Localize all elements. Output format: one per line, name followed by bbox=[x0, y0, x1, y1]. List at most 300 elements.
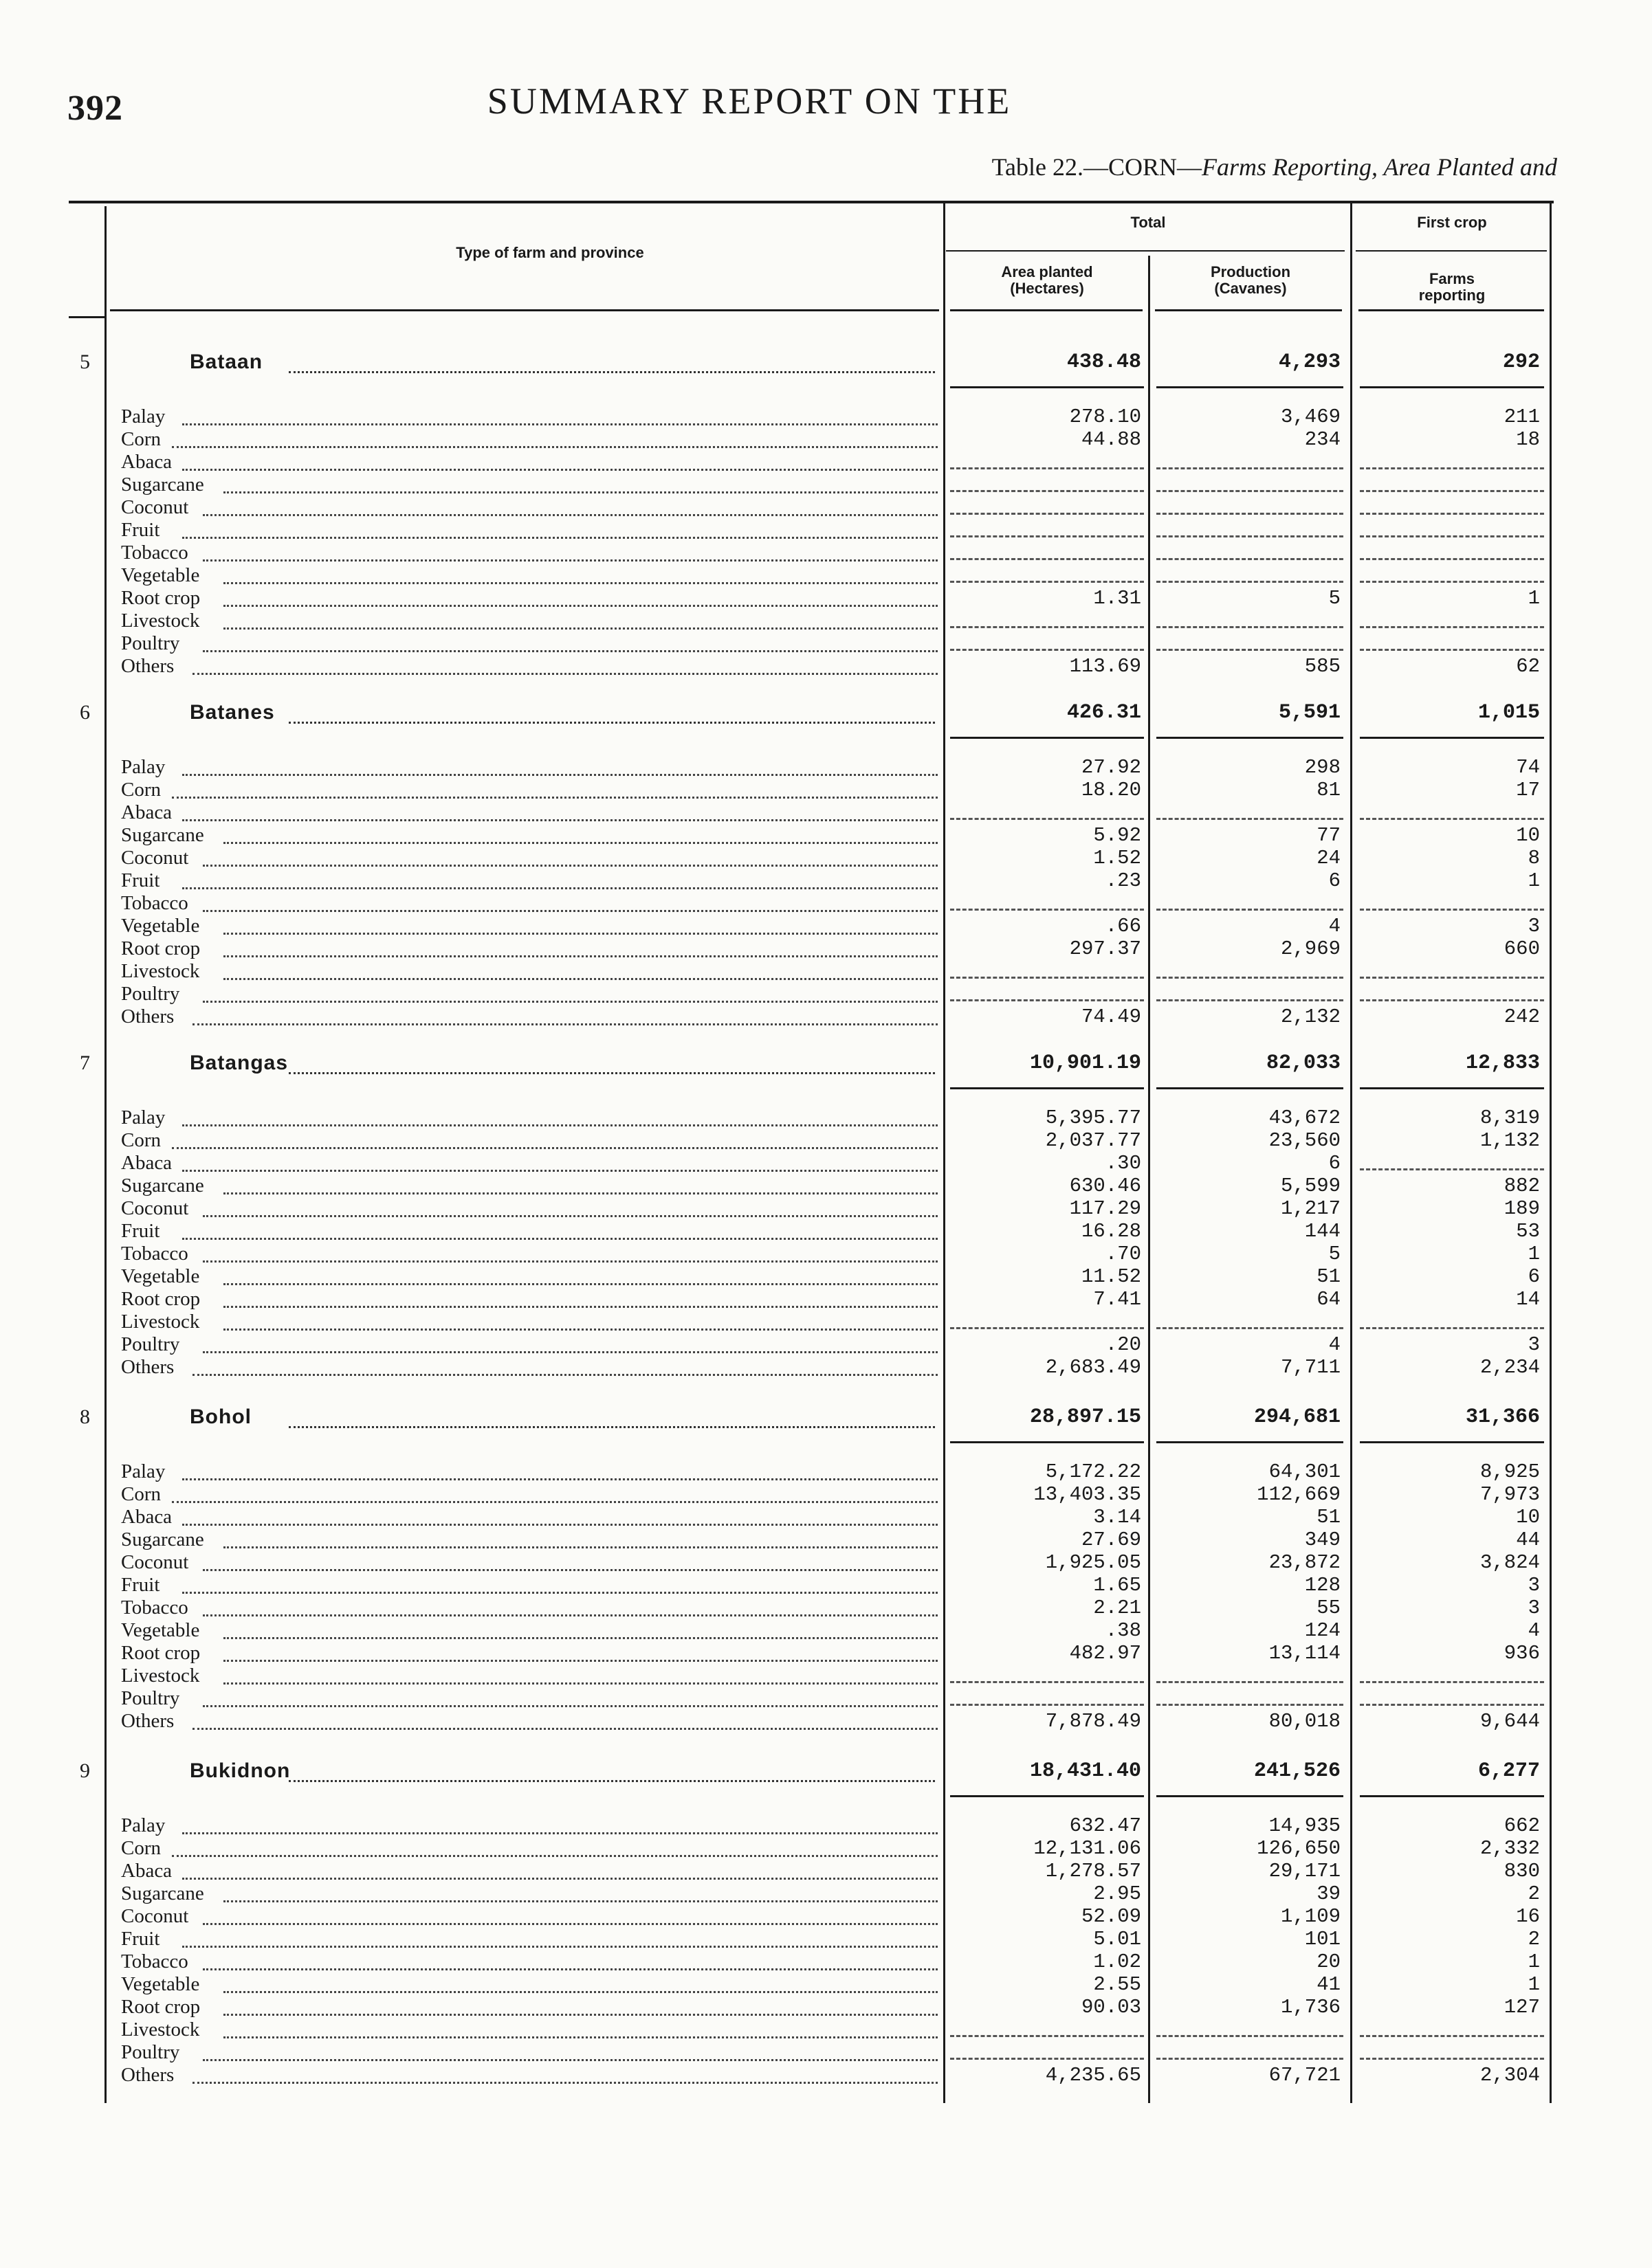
dotted-leader bbox=[192, 1728, 938, 1730]
page-title: SUMMARY REPORT ON THE bbox=[487, 80, 1012, 122]
farm-type-label: Abaca bbox=[121, 1506, 173, 1528]
table-cell-farms: 1 bbox=[1528, 1973, 1540, 1996]
table-cell-area: .20 bbox=[1105, 1333, 1141, 1356]
table-cell-area: 12,131.06 bbox=[1033, 1837, 1141, 1860]
header-bottom-rule-production bbox=[1155, 309, 1342, 311]
farm-type-label: Vegetable bbox=[121, 564, 200, 586]
province-number: 7 bbox=[80, 1052, 90, 1074]
farms-header: Farms bbox=[1429, 270, 1475, 287]
table-cell-area: 1,278.57 bbox=[1045, 1860, 1141, 1882]
empty-cell-farms bbox=[1360, 581, 1544, 583]
table-cell-production: 2,132 bbox=[1280, 1005, 1341, 1028]
farm-type-label: Fruit bbox=[121, 1574, 160, 1596]
province-total-production: 241,526 bbox=[1253, 1759, 1341, 1783]
dotted-leader bbox=[172, 1147, 938, 1149]
empty-cell-area bbox=[950, 2035, 1144, 2037]
table-cell-area: 117.29 bbox=[1069, 1197, 1141, 1220]
table-cell-farms: 6 bbox=[1528, 1265, 1540, 1288]
dotted-leader bbox=[223, 605, 938, 607]
total-underline bbox=[1156, 1795, 1343, 1797]
province-name: Batangas bbox=[190, 1052, 289, 1074]
province-total-farms: 1,015 bbox=[1477, 701, 1540, 724]
dotted-leader bbox=[223, 955, 938, 957]
dotted-leader bbox=[289, 1426, 935, 1428]
table-cell-farms: 44 bbox=[1516, 1528, 1540, 1551]
table-cell-area: 1.02 bbox=[1093, 1950, 1141, 1973]
table-cell-area: 113.69 bbox=[1069, 655, 1141, 678]
table-cell-production: 55 bbox=[1317, 1597, 1341, 1619]
farm-type-label: Tobacco bbox=[121, 1243, 188, 1265]
empty-cell-farms bbox=[1360, 999, 1544, 1001]
table-cell-area: 52.09 bbox=[1081, 1905, 1141, 1928]
dotted-leader bbox=[172, 446, 938, 448]
dotted-leader bbox=[192, 2082, 938, 2084]
farm-type-label: Vegetable bbox=[121, 1265, 200, 1287]
empty-cell-area bbox=[950, 649, 1144, 651]
dotted-leader bbox=[203, 1260, 938, 1263]
table-cell-production: 14,935 bbox=[1268, 1814, 1341, 1837]
table-cell-production: 3,469 bbox=[1280, 405, 1341, 428]
province-total-farms: 12,833 bbox=[1465, 1052, 1540, 1075]
dotted-leader bbox=[223, 2014, 938, 2016]
farm-type-label: Root crop bbox=[121, 587, 201, 609]
empty-cell-farms bbox=[1360, 2035, 1544, 2037]
empty-cell-area bbox=[950, 626, 1144, 628]
farm-type-label: Palay bbox=[121, 405, 166, 427]
table-cell-area: 1.52 bbox=[1093, 847, 1141, 869]
empty-cell-farms bbox=[1360, 513, 1544, 515]
province-name: Bukidnon bbox=[190, 1759, 291, 1782]
dotted-leader bbox=[192, 673, 938, 675]
total-underline bbox=[1156, 1441, 1343, 1443]
dotted-leader bbox=[289, 371, 935, 373]
province-total-farms: 31,366 bbox=[1465, 1405, 1540, 1429]
farm-type-label: Others bbox=[121, 2064, 175, 2086]
stub-left-tick bbox=[69, 316, 104, 318]
table-cell-area: .23 bbox=[1105, 869, 1141, 892]
empty-cell-production bbox=[1156, 818, 1343, 820]
farm-type-label: Livestock bbox=[121, 610, 200, 632]
farm-type-label: Poultry bbox=[121, 983, 180, 1005]
dotted-leader bbox=[182, 774, 938, 776]
empty-cell-farms bbox=[1360, 1704, 1544, 1706]
empty-cell-area bbox=[950, 513, 1144, 515]
table-cell-farms: 127 bbox=[1504, 1996, 1540, 2019]
dotted-leader bbox=[182, 1832, 938, 1834]
farm-type-label: Livestock bbox=[121, 1311, 200, 1333]
empty-cell-farms bbox=[1360, 490, 1544, 492]
dotted-leader bbox=[203, 1923, 938, 1925]
farm-type-label: Root crop bbox=[121, 937, 201, 959]
province-total-farms: 6,277 bbox=[1477, 1759, 1540, 1783]
table-cell-production: 80,018 bbox=[1268, 1710, 1341, 1733]
total-underline bbox=[1360, 1795, 1544, 1797]
table-cell-production: 112,669 bbox=[1257, 1483, 1341, 1506]
empty-cell-area bbox=[950, 909, 1144, 911]
table-top-rule bbox=[69, 201, 1554, 203]
table-cell-production: 1,736 bbox=[1280, 1996, 1341, 2019]
province-total-area: 10,901.19 bbox=[1029, 1052, 1141, 1075]
table-cell-farms: 74 bbox=[1516, 756, 1540, 779]
farm-type-label: Corn bbox=[121, 1837, 161, 1859]
table-cell-production: 41 bbox=[1317, 1973, 1341, 1996]
table-cell-area: 632.47 bbox=[1069, 1814, 1141, 1837]
farm-type-label: Coconut bbox=[121, 847, 189, 869]
table-right-rule bbox=[1550, 203, 1552, 2103]
table-cell-farms: 2,234 bbox=[1479, 1356, 1540, 1379]
table-cell-farms: 3 bbox=[1528, 915, 1540, 937]
table-cell-farms: 3 bbox=[1528, 1574, 1540, 1597]
empty-cell-area bbox=[950, 1327, 1144, 1329]
total-underline bbox=[1360, 1087, 1544, 1089]
header-bottom-rule-area bbox=[950, 309, 1143, 311]
table-cell-production: 298 bbox=[1304, 756, 1341, 779]
dotted-leader bbox=[182, 1170, 938, 1172]
empty-cell-production bbox=[1156, 467, 1343, 469]
empty-cell-farms bbox=[1360, 649, 1544, 651]
farm-type-label: Sugarcane bbox=[121, 1882, 204, 1904]
dotted-leader bbox=[203, 1351, 938, 1353]
farm-type-label: Others bbox=[121, 1005, 175, 1027]
table-cell-farms: 14 bbox=[1516, 1288, 1540, 1311]
province-total-area: 426.31 bbox=[1066, 701, 1141, 724]
dotted-leader bbox=[182, 1946, 938, 1948]
empty-cell-farms bbox=[1360, 818, 1544, 820]
table-cell-farms: 2,332 bbox=[1479, 1837, 1540, 1860]
empty-cell-area bbox=[950, 467, 1144, 469]
province-name: Bataan bbox=[190, 351, 263, 373]
dotted-leader bbox=[289, 722, 935, 724]
table-cell-area: 13,403.35 bbox=[1033, 1483, 1141, 1506]
table-cell-area: .38 bbox=[1105, 1619, 1141, 1642]
farm-type-label: Vegetable bbox=[121, 915, 200, 937]
table-cell-production: 51 bbox=[1317, 1265, 1341, 1288]
table-cell-area: 44.88 bbox=[1081, 428, 1141, 451]
stub-vertical-rule bbox=[104, 206, 107, 2103]
dotted-leader bbox=[203, 514, 938, 516]
table-cell-area: .30 bbox=[1105, 1152, 1141, 1175]
empty-cell-farms bbox=[1360, 1327, 1544, 1329]
table-cell-farms: 2 bbox=[1528, 1928, 1540, 1950]
table-cell-production: 2,969 bbox=[1280, 937, 1341, 960]
table-cell-production: 6 bbox=[1328, 869, 1341, 892]
table-cell-production: 77 bbox=[1317, 824, 1341, 847]
table-cell-farms: 211 bbox=[1504, 405, 1540, 428]
table-cell-area: 297.37 bbox=[1069, 937, 1141, 960]
table-cell-production: 128 bbox=[1304, 1574, 1341, 1597]
dotted-leader bbox=[289, 1072, 935, 1074]
dotted-leader bbox=[182, 469, 938, 471]
empty-cell-production bbox=[1156, 2058, 1343, 2060]
farm-type-label: Poultry bbox=[121, 2041, 180, 2063]
table-cell-area: 4,235.65 bbox=[1045, 2064, 1141, 2087]
dotted-leader bbox=[223, 1660, 938, 1662]
dotted-leader bbox=[223, 491, 938, 493]
empty-cell-production bbox=[1156, 581, 1343, 583]
table-cell-farms: 62 bbox=[1516, 655, 1540, 678]
table-cell-area: 2.55 bbox=[1093, 1973, 1141, 1996]
empty-cell-area bbox=[950, 490, 1144, 492]
table-cell-farms: 1 bbox=[1528, 1950, 1540, 1973]
total-group-header: Total bbox=[1130, 214, 1166, 231]
total-underline bbox=[1156, 1087, 1343, 1089]
table-cell-area: 630.46 bbox=[1069, 1175, 1141, 1197]
table-cell-production: 7,711 bbox=[1280, 1356, 1341, 1379]
dotted-leader bbox=[182, 1524, 938, 1526]
total-underline bbox=[1156, 386, 1343, 388]
area-production-divider-rule bbox=[1148, 256, 1150, 2103]
table-cell-production: 6 bbox=[1328, 1152, 1341, 1175]
dotted-leader bbox=[203, 1215, 938, 1217]
province-total-area: 438.48 bbox=[1066, 351, 1141, 374]
table-cell-farms: 3 bbox=[1528, 1597, 1540, 1619]
farm-type-label: Abaca bbox=[121, 1860, 173, 1882]
farm-type-label: Tobacco bbox=[121, 892, 188, 914]
table-cell-production: 349 bbox=[1304, 1528, 1341, 1551]
table-cell-production: 1,109 bbox=[1280, 1905, 1341, 1928]
table-cell-farms: 1,132 bbox=[1479, 1129, 1540, 1152]
table-caption-italic: Farms Reporting, Area Planted and bbox=[1202, 153, 1557, 181]
dotted-leader bbox=[223, 1283, 938, 1285]
farm-type-label: Root crop bbox=[121, 1996, 201, 2018]
header-bottom-rule bbox=[110, 309, 939, 311]
table-cell-production: 5,599 bbox=[1280, 1175, 1341, 1197]
farm-type-label: Coconut bbox=[121, 1905, 189, 1927]
empty-cell-farms bbox=[1360, 2058, 1544, 2060]
farm-type-label: Fruit bbox=[121, 519, 160, 541]
total-underline bbox=[950, 386, 1144, 388]
table-cell-farms: 830 bbox=[1504, 1860, 1540, 1882]
dotted-leader bbox=[192, 1023, 938, 1025]
farm-type-label: Palay bbox=[121, 1107, 166, 1129]
table-cell-production: 585 bbox=[1304, 655, 1341, 678]
table-caption bbox=[992, 153, 1557, 181]
empty-cell-area bbox=[950, 558, 1144, 560]
farm-type-label: Tobacco bbox=[121, 1950, 188, 1972]
farm-type-label: Others bbox=[121, 1710, 175, 1732]
farm-type-label: Coconut bbox=[121, 1551, 189, 1573]
farm-type-label: Sugarcane bbox=[121, 824, 204, 846]
table-cell-area: 2,683.49 bbox=[1045, 1356, 1141, 1379]
table-cell-production: 23,872 bbox=[1268, 1551, 1341, 1574]
table-cell-area: 18.20 bbox=[1081, 779, 1141, 801]
dotted-leader bbox=[289, 1780, 935, 1782]
table-cell-area: 1.31 bbox=[1093, 587, 1141, 610]
production-header: Production bbox=[1210, 263, 1291, 280]
table-cell-area: 5,172.22 bbox=[1045, 1460, 1141, 1483]
table-cell-production: 64,301 bbox=[1268, 1460, 1341, 1483]
empty-cell-area bbox=[950, 1681, 1144, 1683]
farm-type-label: Poultry bbox=[121, 1333, 180, 1355]
farm-type-label: Fruit bbox=[121, 1928, 160, 1950]
empty-cell-farms bbox=[1360, 626, 1544, 628]
dotted-leader bbox=[223, 1546, 938, 1548]
empty-cell-production bbox=[1156, 1327, 1343, 1329]
area-unit-header: (Hectares) bbox=[1010, 280, 1084, 297]
farm-type-label: Corn bbox=[121, 428, 161, 450]
farm-type-label: Tobacco bbox=[121, 542, 188, 564]
table-cell-farms: 936 bbox=[1504, 1642, 1540, 1665]
table-cell-production: 5 bbox=[1328, 1243, 1341, 1265]
dotted-leader bbox=[203, 1569, 938, 1571]
province-number: 6 bbox=[80, 701, 90, 724]
table-cell-area: 482.97 bbox=[1069, 1642, 1141, 1665]
area-column-left-rule bbox=[943, 203, 945, 2103]
farm-type-label: Vegetable bbox=[121, 1619, 200, 1641]
dotted-leader bbox=[223, 627, 938, 630]
dotted-leader bbox=[172, 1855, 938, 1857]
table-cell-production: 20 bbox=[1317, 1950, 1341, 1973]
farm-type-label: Coconut bbox=[121, 1197, 189, 1219]
empty-cell-area bbox=[950, 818, 1144, 820]
farm-type-label: Palay bbox=[121, 1460, 166, 1482]
table-cell-area: 1.65 bbox=[1093, 1574, 1141, 1597]
dotted-leader bbox=[223, 582, 938, 584]
province-name: Batanes bbox=[190, 701, 275, 724]
farm-type-label: Others bbox=[121, 655, 175, 677]
province-total-farms: 292 bbox=[1502, 351, 1540, 374]
empty-cell-farms bbox=[1360, 1681, 1544, 1683]
table-cell-area: 27.69 bbox=[1081, 1528, 1141, 1551]
farm-type-label: Tobacco bbox=[121, 1597, 188, 1619]
farm-type-label: Coconut bbox=[121, 496, 189, 518]
dotted-leader bbox=[223, 1682, 938, 1685]
dotted-leader bbox=[223, 1328, 938, 1331]
table-cell-area: 5,395.77 bbox=[1045, 1107, 1141, 1129]
province-total-production: 82,033 bbox=[1266, 1052, 1341, 1075]
dotted-leader bbox=[223, 933, 938, 935]
farm-type-label: Poultry bbox=[121, 1687, 180, 1709]
dotted-leader bbox=[223, 1991, 938, 1993]
farm-type-label: Livestock bbox=[121, 1665, 200, 1687]
header-bottom-rule-farms bbox=[1358, 309, 1544, 311]
table-cell-farms: 4 bbox=[1528, 1619, 1540, 1642]
table-cell-farms: 53 bbox=[1516, 1220, 1540, 1243]
table-cell-farms: 10 bbox=[1516, 1506, 1540, 1528]
table-cell-farms: 18 bbox=[1516, 428, 1540, 451]
province-number: 8 bbox=[80, 1405, 90, 1428]
empty-cell-production bbox=[1156, 2035, 1343, 2037]
table-cell-farms: 882 bbox=[1504, 1175, 1540, 1197]
farm-type-label: Abaca bbox=[121, 451, 173, 473]
table-cell-area: 90.03 bbox=[1081, 1996, 1141, 2019]
table-cell-production: 126,650 bbox=[1257, 1837, 1341, 1860]
page-number: 392 bbox=[67, 89, 123, 128]
empty-cell-production bbox=[1156, 909, 1343, 911]
table-cell-area: .66 bbox=[1105, 915, 1141, 937]
farm-type-label: Others bbox=[121, 1356, 175, 1378]
dotted-leader bbox=[182, 1124, 938, 1126]
table-cell-production: 144 bbox=[1304, 1220, 1341, 1243]
dotted-leader bbox=[203, 1614, 938, 1616]
table-cell-production: 51 bbox=[1317, 1506, 1341, 1528]
total-underline bbox=[1360, 1441, 1544, 1443]
dotted-leader bbox=[223, 1637, 938, 1639]
table-cell-farms: 3 bbox=[1528, 1333, 1540, 1356]
dotted-leader bbox=[182, 887, 938, 889]
type-column-header: Type of farm and province bbox=[456, 244, 644, 261]
dotted-leader bbox=[172, 797, 938, 799]
dotted-leader bbox=[223, 1900, 938, 1902]
farm-type-label: Root crop bbox=[121, 1642, 201, 1664]
table-cell-production: 23,560 bbox=[1268, 1129, 1341, 1152]
dotted-leader bbox=[223, 978, 938, 980]
table-cell-production: 5 bbox=[1328, 587, 1341, 610]
table-cell-production: 13,114 bbox=[1268, 1642, 1341, 1665]
total-underline bbox=[1360, 386, 1544, 388]
dotted-leader bbox=[203, 1001, 938, 1003]
dotted-leader bbox=[223, 1192, 938, 1194]
group-header-rule-first-crop bbox=[1356, 250, 1547, 252]
table-cell-farms: 9,644 bbox=[1479, 1710, 1540, 1733]
table-cell-production: 43,672 bbox=[1268, 1107, 1341, 1129]
farm-type-label: Palay bbox=[121, 1814, 166, 1836]
table-cell-production: 29,171 bbox=[1268, 1860, 1341, 1882]
first-crop-group-header: First crop bbox=[1417, 214, 1487, 231]
table-cell-area: 5.01 bbox=[1093, 1928, 1141, 1950]
table-cell-area: 3.14 bbox=[1093, 1506, 1141, 1528]
table-cell-area: 5.92 bbox=[1093, 824, 1141, 847]
reporting-header: reporting bbox=[1418, 287, 1486, 304]
farm-type-label: Livestock bbox=[121, 2019, 200, 2041]
farm-type-label: Poultry bbox=[121, 632, 180, 654]
dotted-leader bbox=[203, 910, 938, 912]
group-header-rule-total bbox=[946, 250, 1345, 252]
table-cell-area: 7.41 bbox=[1093, 1288, 1141, 1311]
dotted-leader bbox=[182, 423, 938, 425]
province-number: 5 bbox=[80, 351, 90, 373]
empty-cell-farms bbox=[1360, 558, 1544, 560]
table-cell-production: 64 bbox=[1317, 1288, 1341, 1311]
dotted-leader bbox=[182, 1478, 938, 1480]
farm-type-label: Corn bbox=[121, 1129, 161, 1151]
table-cell-area: 11.52 bbox=[1081, 1265, 1141, 1288]
empty-cell-farms bbox=[1360, 467, 1544, 469]
farm-type-label: Sugarcane bbox=[121, 1175, 204, 1197]
empty-cell-area bbox=[950, 535, 1144, 537]
table-cell-farms: 8,319 bbox=[1479, 1107, 1540, 1129]
empty-cell-farms bbox=[1360, 977, 1544, 979]
table-cell-farms: 1 bbox=[1528, 587, 1540, 610]
dotted-leader bbox=[203, 559, 938, 562]
table-cell-farms: 17 bbox=[1516, 779, 1540, 801]
dotted-leader bbox=[223, 842, 938, 844]
empty-cell-production bbox=[1156, 999, 1343, 1001]
farm-type-label: Corn bbox=[121, 779, 161, 801]
table-cell-production: 4 bbox=[1328, 1333, 1341, 1356]
table-cell-area: 7,878.49 bbox=[1045, 1710, 1141, 1733]
table-cell-production: 39 bbox=[1317, 1882, 1341, 1905]
farm-type-label: Sugarcane bbox=[121, 474, 204, 496]
dotted-leader bbox=[182, 537, 938, 539]
empty-cell-production bbox=[1156, 558, 1343, 560]
table-cell-area: 16.28 bbox=[1081, 1220, 1141, 1243]
farm-type-label: Vegetable bbox=[121, 1973, 200, 1995]
table-cell-area: 27.92 bbox=[1081, 756, 1141, 779]
farm-type-label: Root crop bbox=[121, 1288, 201, 1310]
dotted-leader bbox=[203, 865, 938, 867]
dotted-leader bbox=[203, 2059, 938, 2061]
empty-cell-production bbox=[1156, 977, 1343, 979]
farm-type-label: Sugarcane bbox=[121, 1528, 204, 1550]
dotted-leader bbox=[203, 1968, 938, 1970]
dotted-leader bbox=[182, 1238, 938, 1240]
total-underline bbox=[1360, 737, 1544, 739]
province-total-production: 4,293 bbox=[1278, 351, 1341, 374]
empty-cell-farms bbox=[1360, 535, 1544, 537]
farm-type-label: Fruit bbox=[121, 869, 160, 891]
table-cell-farms: 242 bbox=[1504, 1005, 1540, 1028]
